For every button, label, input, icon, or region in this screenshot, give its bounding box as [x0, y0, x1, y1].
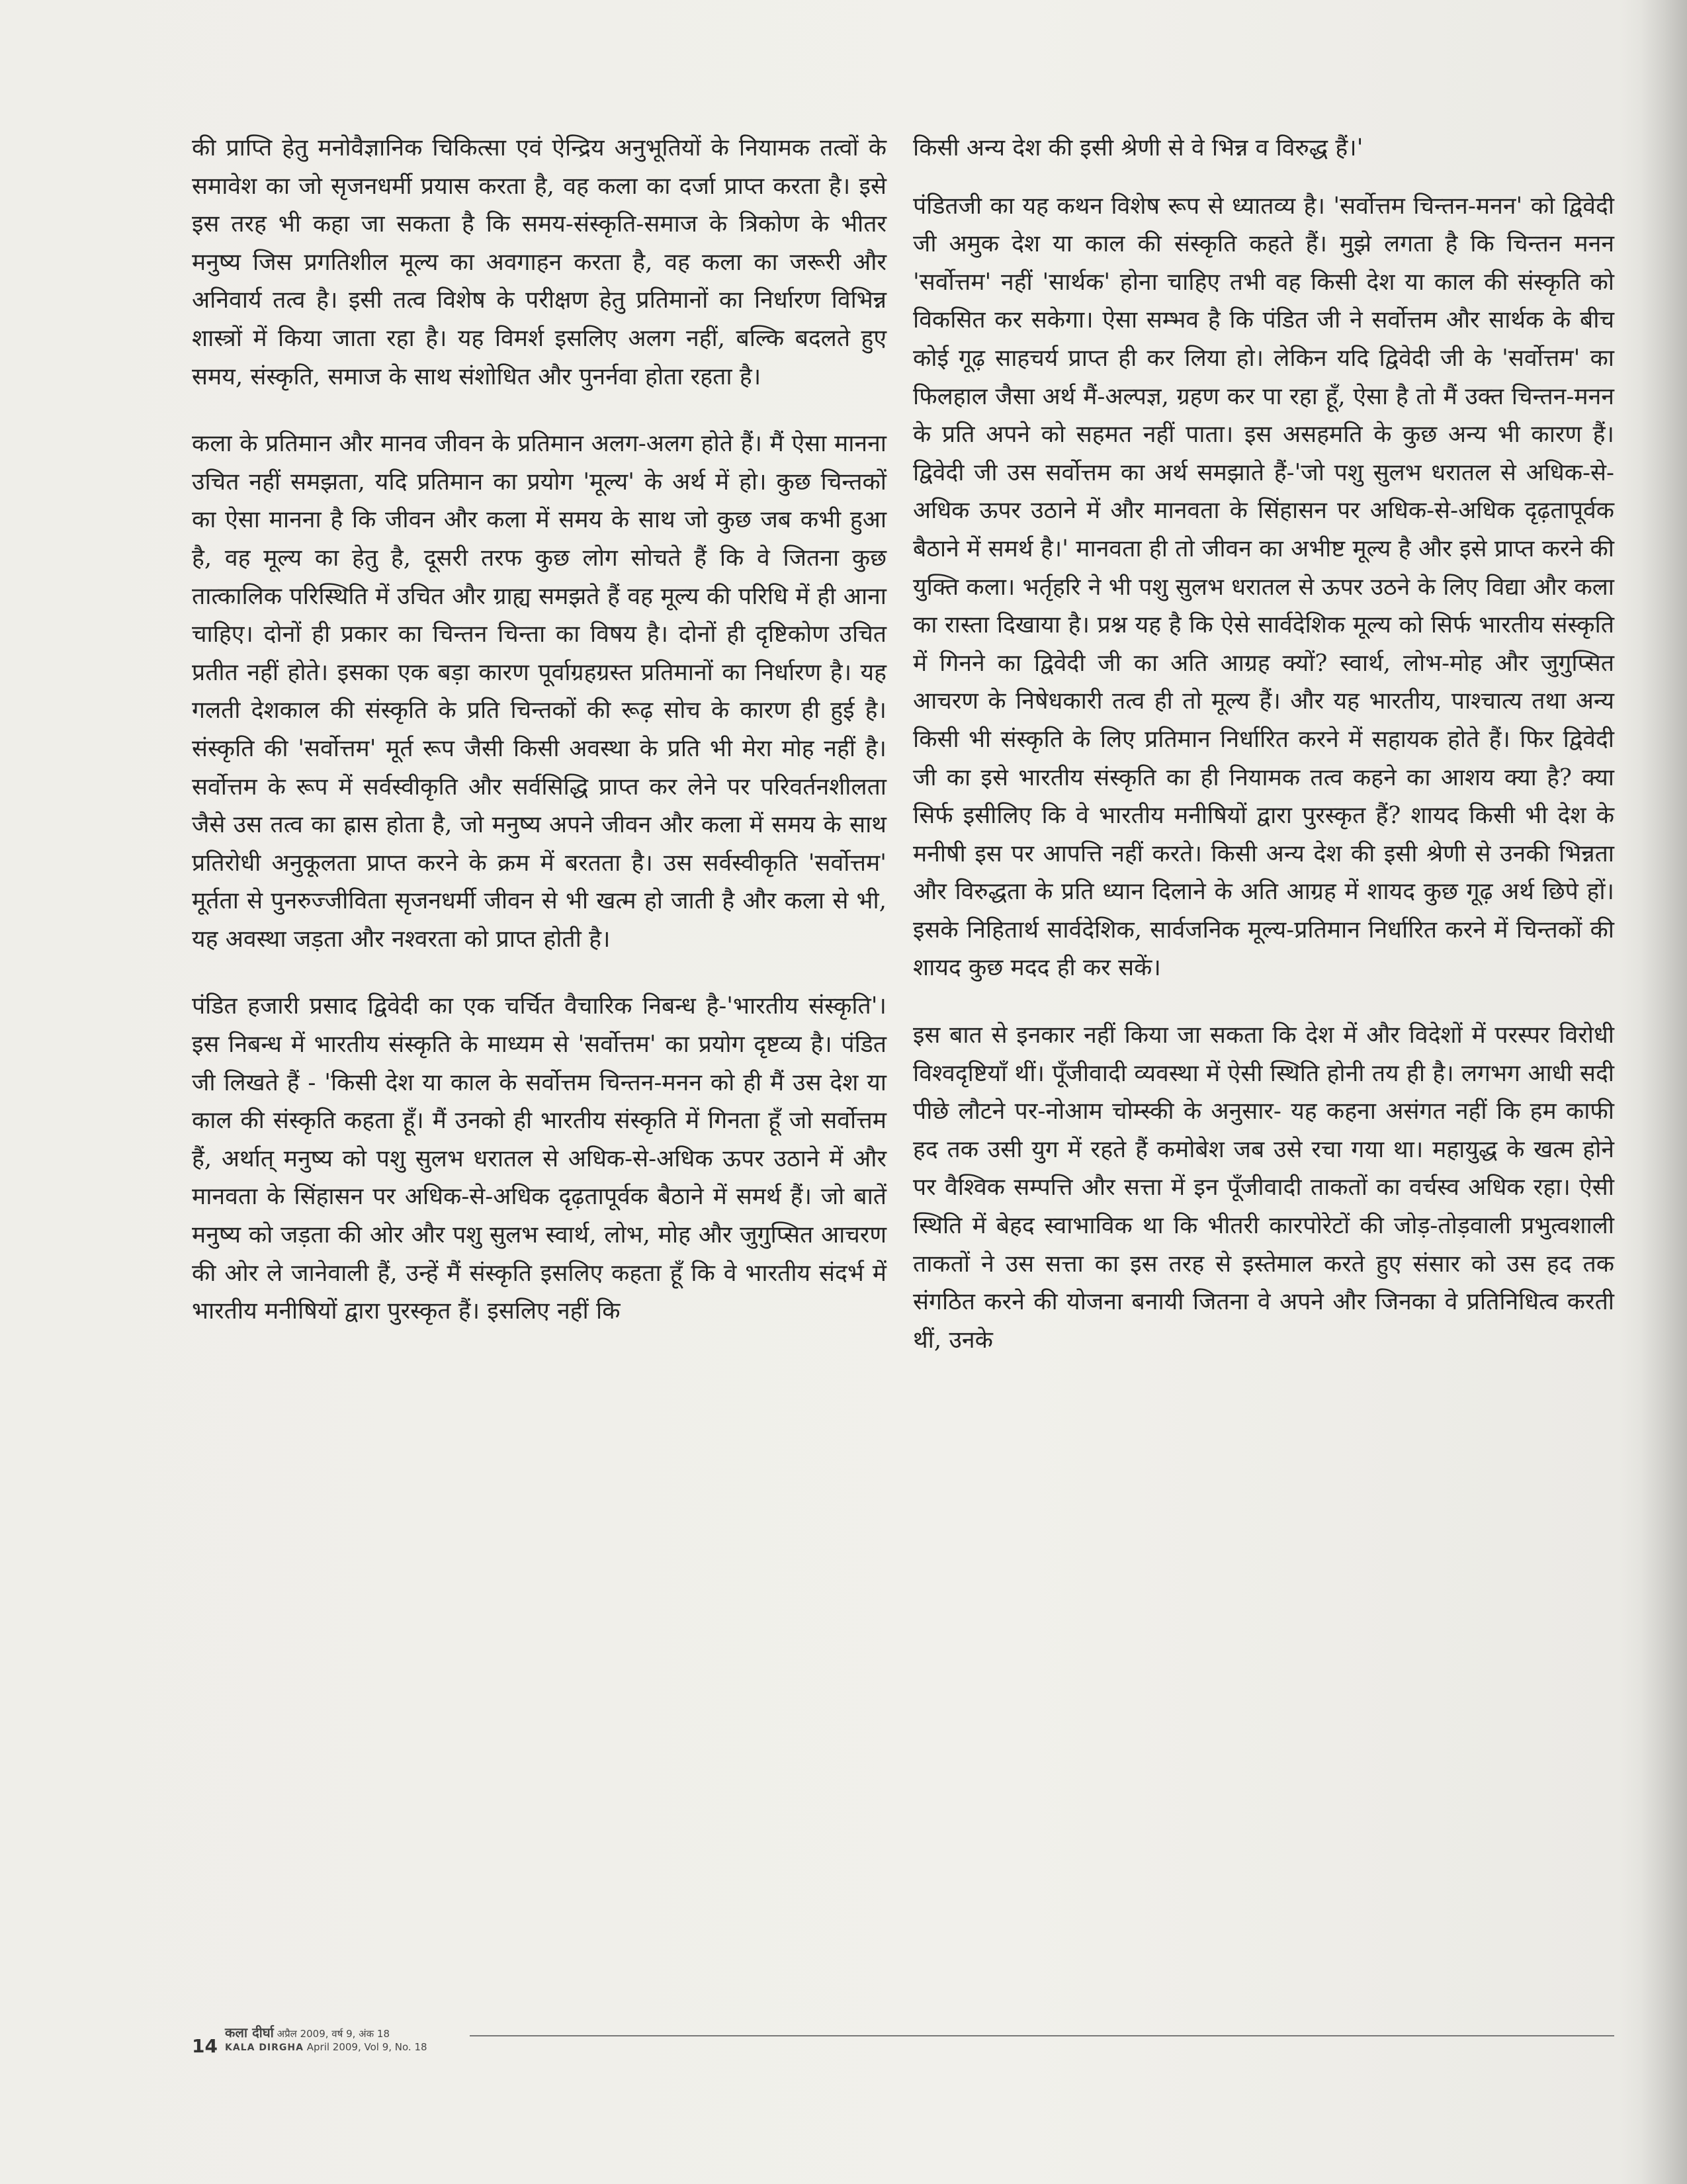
journal-line-english — [225, 2040, 427, 2054]
journal-name-english: KALA DIRGHA — [225, 2042, 304, 2053]
footer-rule — [470, 2035, 1614, 2036]
journal-issue-english: April 2009, Vol 9, No. 18 — [306, 2041, 427, 2053]
page-binding-shadow — [1641, 0, 1687, 2184]
right-paragraph-3: इस बात से इनकार नहीं किया जा सकता कि देश में और विदेशों में परस्पर विरोधी विश्वदृष्टियाँ थीं। पूँजीवादी व्यवस्था में ऐसी स्थिति होनी तय ही है। लगभग आधी सदी पीछे लौटने पर-नोआम चोम्स्की के अनुसार- यह कहना असंगत नहीं कि हम काफी हद तक उसी युग में रहते हैं कमोबेश जब उसे रचा गया था। महायुद्ध के खत्म होने पर वैश्विक सम्पत्ति और सत्ता में इन पूँजीवादी ताकतों का वर्चस्व अधिक रहा। ऐसी स्थिति में बेहद स्वाभाविक था कि भीतरी कारपोरेटों की जोड़-तोड़वाली प्रभुत्वशाली ताकतों ने उस सत्ता का इस तरह से इस्तेमाल करते हुए संसार को उस हद तक संगठित करने की योजना बनायी जितना वे अपने और जिनका वे प्रतिनिधित्व करती थीं, उनके — [913, 1022, 1614, 1354]
journal-name-hindi: कला दीर्घा — [225, 2025, 274, 2040]
left-column — [192, 129, 887, 1360]
journal-line-hindi — [225, 2026, 427, 2040]
journal-credit — [225, 2026, 427, 2054]
page-number: 14 — [192, 2035, 218, 2057]
left-paragraph-2: कला के प्रतिमान और मानव जीवन के प्रतिमान अलग-अलग होते हैं। मैं ऐसा मानना उचित नहीं समझता, यदि प्रतिमान का प्रयोग 'मूल्य' के अर्थ में हो। कुछ चिन्तकों का ऐसा मानना है कि जीवन और कला में समय के साथ जो कुछ जब कभी हुआ है, वह मूल्य का हेतु है, दूसरी तरफ कुछ लोग सोचते हैं कि वे जितना कुछ तात्कालिक परिस्थिति में उचित और ग्राह्य समझते हैं वह मूल्य की परिधि में ही आना चाहिए। दोनों ही प्रकार का चिन्तन चिन्ता का विषय है। दोनों ही दृष्टिकोण उचित प्रतीत नहीं होते। इसका एक बड़ा कारण पूर्वाग्रहग्रस्त प्रतिमानों का निर्धारण है। यह गलती देशकाल की संस्कृति के प्रति चिन्तकों की रूढ़ सोच के कारण ही हुई है। संस्कृति की 'सर्वोत्तम' मूर्त रूप जैसी किसी अवस्था के प्रति भी मेरा मोह नहीं है। सर्वोत्तम के रूप में सर्वस्वीकृति और सर्वसिद्धि प्राप्त कर लेने पर परिवर्तनशीलता जैसे उस तत्व का ह्रास होता है, जो मनुष्य अपने जीवन और कला में समय के साथ प्रतिरोधी अनुकूलता प्राप्त करने के क्रम में बरतता है। उस सर्वस्वीकृति 'सर्वोत्तम' मूर्तता से पुनरुज्जीविता सृजनधर्मी जीवन से भी खत्म हो जाती है और कला से भी, यह अवस्था जड़ता और नश्वरता को प्राप्त होती है। — [192, 430, 887, 953]
left-paragraph-1: की प्राप्ति हेतु मनोवैज्ञानिक चिकित्सा एवं ऐन्द्रिय अनुभूतियों के नियामक तत्वों के समावेश का जो सृजनधर्मी प्रयास करता है, वह कला का दर्जा प्राप्त करता है। इसे इस तरह भी कहा जा सकता है कि समय-संस्कृति-समाज के त्रिकोण के भीतर मनुष्य जिस प्रगतिशील मूल्य का अवगाहन करता है, वह कला का जरूरी और अनिवार्य तत्व है। इसी तत्व विशेष के परीक्षण हेतु प्रतिमानों का निर्धारण विभिन्न शास्त्रों में किया जाता रहा है। यह विमर्श इसलिए अलग नहीं, बल्कि बदलते हुए समय, संस्कृति, समाज के साथ संशोधित और पुनर्नवा होता रहता है। — [192, 134, 887, 390]
right-column — [913, 129, 1614, 1388]
journal-issue-hindi: अप्रैल 2009, वर्ष 9, अंक 18 — [277, 2028, 390, 2040]
page-footer — [192, 2026, 1614, 2066]
right-paragraph-2: पंडितजी का यह कथन विशेष रूप से ध्यातव्य है। 'सर्वोत्तम चिन्तन-मनन' को द्विवेदी जी अमुक देश या काल की संस्कृति कहते हैं। मुझे लगता है कि चिन्तन मनन 'सर्वोत्तम' नहीं 'सार्थक' होना चाहिए तभी वह किसी देश या काल की संस्कृति को विकसित कर सकेगा। ऐसा सम्भव है कि पंडित जी ने सर्वोत्तम और सार्थक के बीच कोई गूढ़ साहचर्य प्राप्त ही कर लिया हो। लेकिन यदि द्विवेदी जी के 'सर्वोत्तम' का फिलहाल जैसा अर्थ मैं-अल्पज्ञ, ग्रहण कर पा रहा हूँ, ऐसा है तो मैं उक्त चिन्तन-मनन के प्रति अपने को सहमत नहीं पाता। इस असहमति के कुछ अन्य भी कारण हैं। द्विवेदी जी उस सर्वोत्तम का अर्थ समझाते हैं-'जो पशु सुलभ धरातल से अधिक-से-अधिक ऊपर उठाने में और मानवता के सिंहासन पर अधिक-से-अधिक दृढ़तापूर्वक बैठाने में समर्थ है।' मानवता ही तो जीवन का अभीष्ट मूल्य है और इसे प्राप्त करने की युक्ति कला। भर्तृहरि ने भी पशु सुलभ धरातल से ऊपर उठने के लिए विद्या और कला का रास्ता दिखाया है। प्रश्न यह है कि ऐसे सार्वदेशिक मूल्य को सिर्फ भारतीय संस्कृति में गिनने का द्विवेदी जी का अति आग्रह क्यों? स्वार्थ, लोभ-मोह और जुगुप्सित आचरण के निषेधकारी तत्व ही तो मूल्य हैं। और यह भारतीय, पाश्चात्य तथा अन्य किसी भी संस्कृति के लिए प्रतिमान निर्धारित करने में सहायक होते हैं। फिर द्विवेदी जी का इसे भारतीय संस्कृति का ही नियामक तत्व कहने का आशय क्या है? क्या सिर्फ इसीलिए कि वे भारतीय मनीषियों द्वारा पुरस्कृत हैं? शायद किसी भी देश के मनीषी इस पर आपत्ति नहीं करते। किसी अन्य देश की इसी श्रेणी से उनकी भिन्नता और विरुद्धता के प्रति ध्यान दिलाने के अति आग्रह में शायद कुछ गूढ़ अर्थ छिपे हों। इसके निहितार्थ सार्वदेशिक, सार्वजनिक मूल्य-प्रतिमान निर्धारित करने में चिन्तकों की शायद कुछ मदद ही कर सकें। — [913, 192, 1614, 982]
left-paragraph-3: पंडित हजारी प्रसाद द्विवेदी का एक चर्चित वैचारिक निबन्ध है-'भारतीय संस्कृति'। इस निबन्ध में भारतीय संस्कृति के माध्यम से 'सर्वोत्तम' का प्रयोग दृष्टव्य है। पंडित जी लिखते हैं - 'किसी देश या काल के सर्वोत्तम चिन्तन-मनन को ही मैं उस देश या काल की संस्कृति कहता हूँ। मैं उनको ही भारतीय संस्कृति में गिनता हूँ जो सर्वोत्तम हैं, अर्थात् मनुष्य को पशु सुलभ धरातल से अधिक-से-अधिक ऊपर उठाने में और मानवता के सिंहासन पर अधिक-से-अधिक दृढ़तापूर्वक बैठाने में समर्थ हैं। जो बातें मनुष्य को जड़ता की ओर और पशु सुलभ स्वार्थ, लोभ, मोह और जुगुप्सित आचरण की ओर ले जानेवाली हैं, उन्हें मैं संस्कृति इसलिए कहता हूँ कि वे भारतीय संदर्भ में भारतीय मनीषियों द्वारा पुरस्कृत हैं। इसलिए नहीं कि — [192, 992, 887, 1325]
right-paragraph-1: किसी अन्य देश की इसी श्रेणी से वे भिन्न व विरुद्ध हैं।' — [913, 134, 1363, 161]
